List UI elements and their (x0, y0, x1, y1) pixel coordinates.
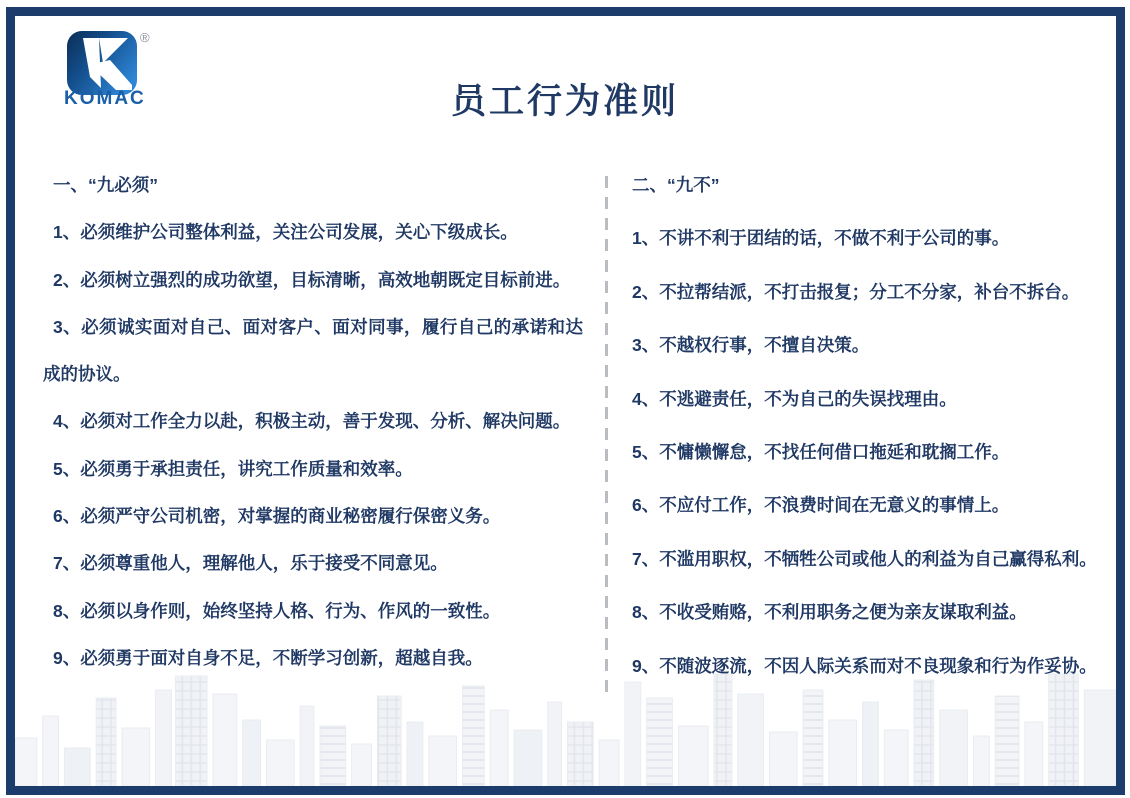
rule-item: 8、必须以身作则，始终坚持人格、行为、作风的一致性。 (53, 600, 501, 621)
section-nine-donts (622, 159, 1119, 693)
section-nine-musts (43, 162, 583, 682)
rule-item: 1、不讲不利于团结的话，不做不利于公司的事。 (632, 228, 1010, 249)
section-heading: 一、“九必须” (53, 175, 158, 195)
rule-item: 5、必须勇于承担责任，讲究工作质量和效率。 (53, 458, 413, 479)
rule-item: 8、不收受贿赂，不利用职务之便为亲友谋取利益。 (632, 602, 1027, 623)
logo-wordmark: KOMAC (64, 88, 146, 109)
rule-item: 4、不逃避责任，不为自己的失误找理由。 (632, 388, 957, 409)
rule-item: 2、必须树立强烈的成功欲望，目标清晰，高效地朝既定目标前进。 (53, 269, 571, 290)
rule-item: 6、不应付工作，不浪费时间在无意义的事情上。 (632, 495, 1010, 516)
rule-item: 3、必须诚实面对自己、面对客户、面对同事，履行自己的承诺和达成的协议。 (43, 316, 583, 385)
column-divider (605, 176, 608, 692)
rule-item: 7、必须尊重他人，理解他人，乐于接受不同意见。 (53, 553, 448, 574)
rule-item: 9、必须勇于面对自身不足，不断学习创新，超越自我。 (53, 647, 483, 668)
rule-item: 4、必须对工作全力以赴，积极主动，善于发现、分析、解决问题。 (53, 411, 571, 432)
rule-item: 5、不慵懒懈怠，不找任何借口拖延和耽搁工作。 (632, 442, 1010, 463)
rule-item: 7、不滥用职权，不牺牲公司或他人的利益为自己赢得私利。 (632, 548, 1097, 569)
page-title: 员工行为准则 (450, 82, 679, 121)
rule-item: 9、不随波逐流，不因人际关系而对不良现象和行为作妥协。 (632, 655, 1097, 676)
section-heading: 二、“九不” (632, 175, 720, 195)
rule-item: 3、不越权行事，不擅自决策。 (632, 335, 870, 356)
rule-item: 1、必须维护公司整体利益，关注公司发展，关心下级成长。 (53, 222, 518, 243)
rule-item: 2、不拉帮结派，不打击报复；分工不分家，补台不拆台。 (632, 281, 1080, 302)
rule-item: 6、必须严守公司机密，对掌握的商业秘密履行保密义务。 (53, 506, 501, 527)
registered-trademark-icon: ® (140, 30, 150, 45)
